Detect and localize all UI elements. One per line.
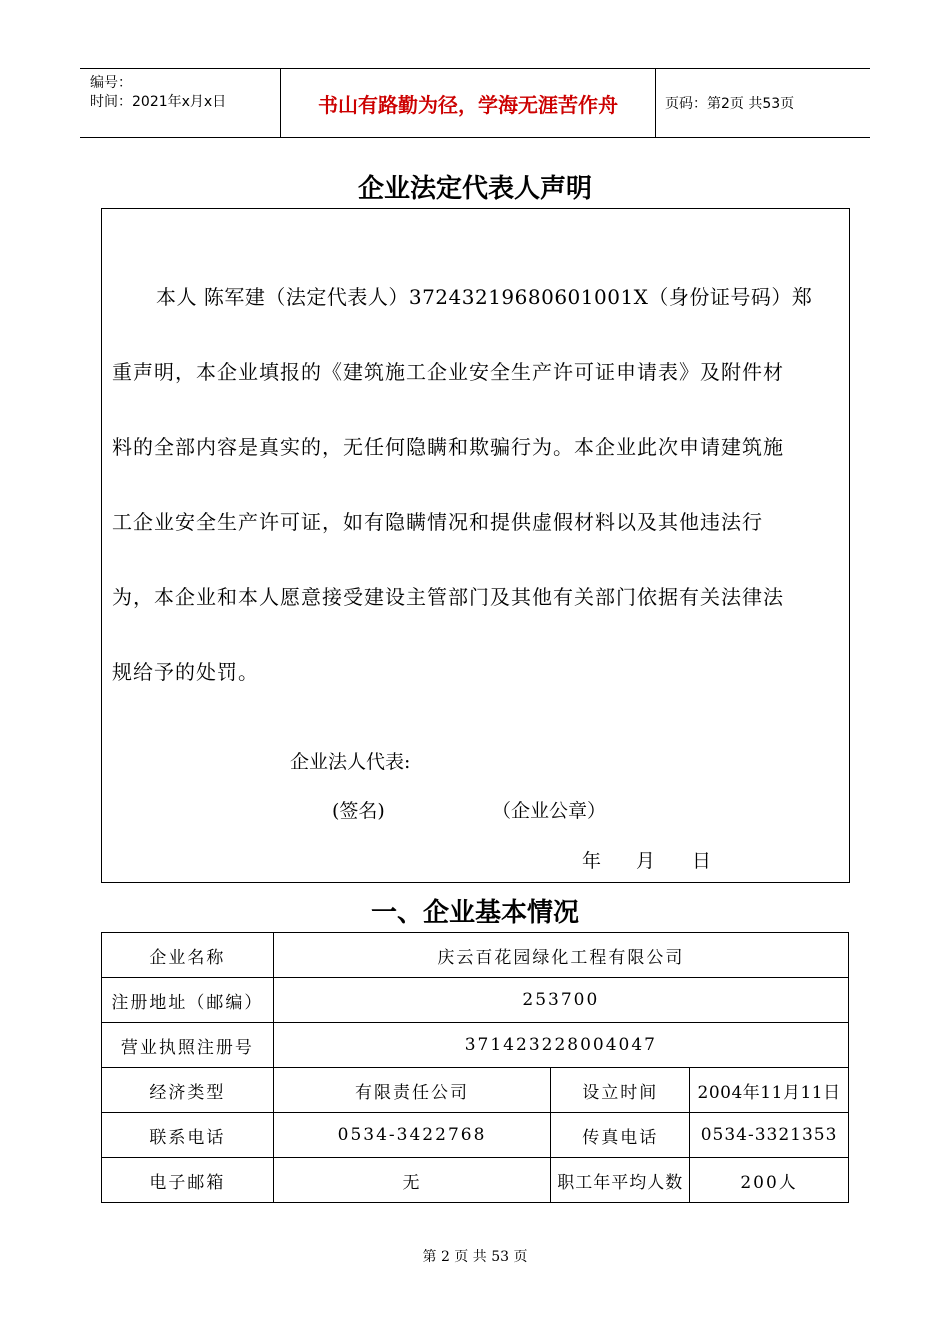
address-label: 注册地址（邮编） — [102, 978, 274, 1023]
declaration-line-5: 为，本企业和本人愿意接受建设主管部门及其他有关部门依据有关法律法 — [112, 585, 784, 609]
phone-value: 0534-3422768 — [273, 1113, 551, 1158]
declaration-line-1: 本人 陈军建（法定代表人）37243219680601001X（身份证号码）郑 — [156, 285, 813, 309]
signature-label: (签名) — [332, 800, 385, 822]
established-value: 2004年11月11日 — [690, 1068, 849, 1113]
declaration-line-6: 规给予的处罚。 — [112, 660, 259, 684]
header-meta — [80, 69, 280, 137]
header-page-code — [655, 69, 870, 137]
number-label: 编号： — [90, 75, 132, 91]
date-year: 年 — [582, 850, 602, 872]
page-footer: 第 2 页 共 53 页 — [422, 1249, 528, 1265]
fax-value: 0534-3321353 — [690, 1113, 849, 1158]
declaration-line-3: 料的全部内容是真实的，无任何隐瞒和欺骗行为。本企业此次申请建筑施 — [112, 435, 784, 459]
date-day: 日 — [692, 850, 712, 872]
econ-type-value: 有限责任公司 — [273, 1068, 551, 1113]
table-row — [102, 933, 849, 978]
time-label: 时间：2021年x月x日 — [90, 94, 227, 110]
license-label: 营业执照注册号 — [102, 1023, 274, 1068]
seal-label: （企业公章） — [492, 800, 607, 822]
table-row — [102, 1068, 849, 1113]
staff-label: 职工年平均人数 — [551, 1158, 690, 1203]
table-row — [102, 1023, 849, 1068]
page-code-text: 页码：第2页 共53页 — [665, 96, 795, 112]
declaration-title: 企业法定代表人声明 — [357, 174, 592, 204]
company-info-table — [101, 932, 849, 1203]
fax-label: 传真电话 — [551, 1113, 690, 1158]
license-value: 371423228004047 — [273, 1023, 848, 1068]
table-row — [102, 1113, 849, 1158]
staff-value: 200人 — [690, 1158, 849, 1203]
declaration-line-4: 工企业安全生产许可证，如有隐瞒情况和提供虚假材料以及其他违法行 — [112, 510, 763, 534]
company-name-value: 庆云百花园绿化工程有限公司 — [273, 933, 848, 978]
header-motto: 书山有路勤为径，学海无涯苦作舟 — [280, 69, 656, 137]
econ-type-label: 经济类型 — [102, 1068, 274, 1113]
date-month: 月 — [636, 850, 656, 872]
table-row — [102, 1158, 849, 1203]
page-header — [80, 68, 870, 138]
legal-rep-label: 企业法人代表: — [290, 751, 411, 773]
email-value: 无 — [273, 1158, 551, 1203]
company-name-label: 企业名称 — [102, 933, 274, 978]
table-row — [102, 978, 849, 1023]
phone-label: 联系电话 — [102, 1113, 274, 1158]
declaration-line-2: 重声明，本企业填报的《建筑施工企业安全生产许可证申请表》及附件材 — [112, 360, 784, 384]
established-label: 设立时间 — [551, 1068, 690, 1113]
address-value: 253700 — [273, 978, 848, 1023]
email-label: 电子邮箱 — [102, 1158, 274, 1203]
section1-title: 一、企业基本情况 — [370, 898, 579, 928]
